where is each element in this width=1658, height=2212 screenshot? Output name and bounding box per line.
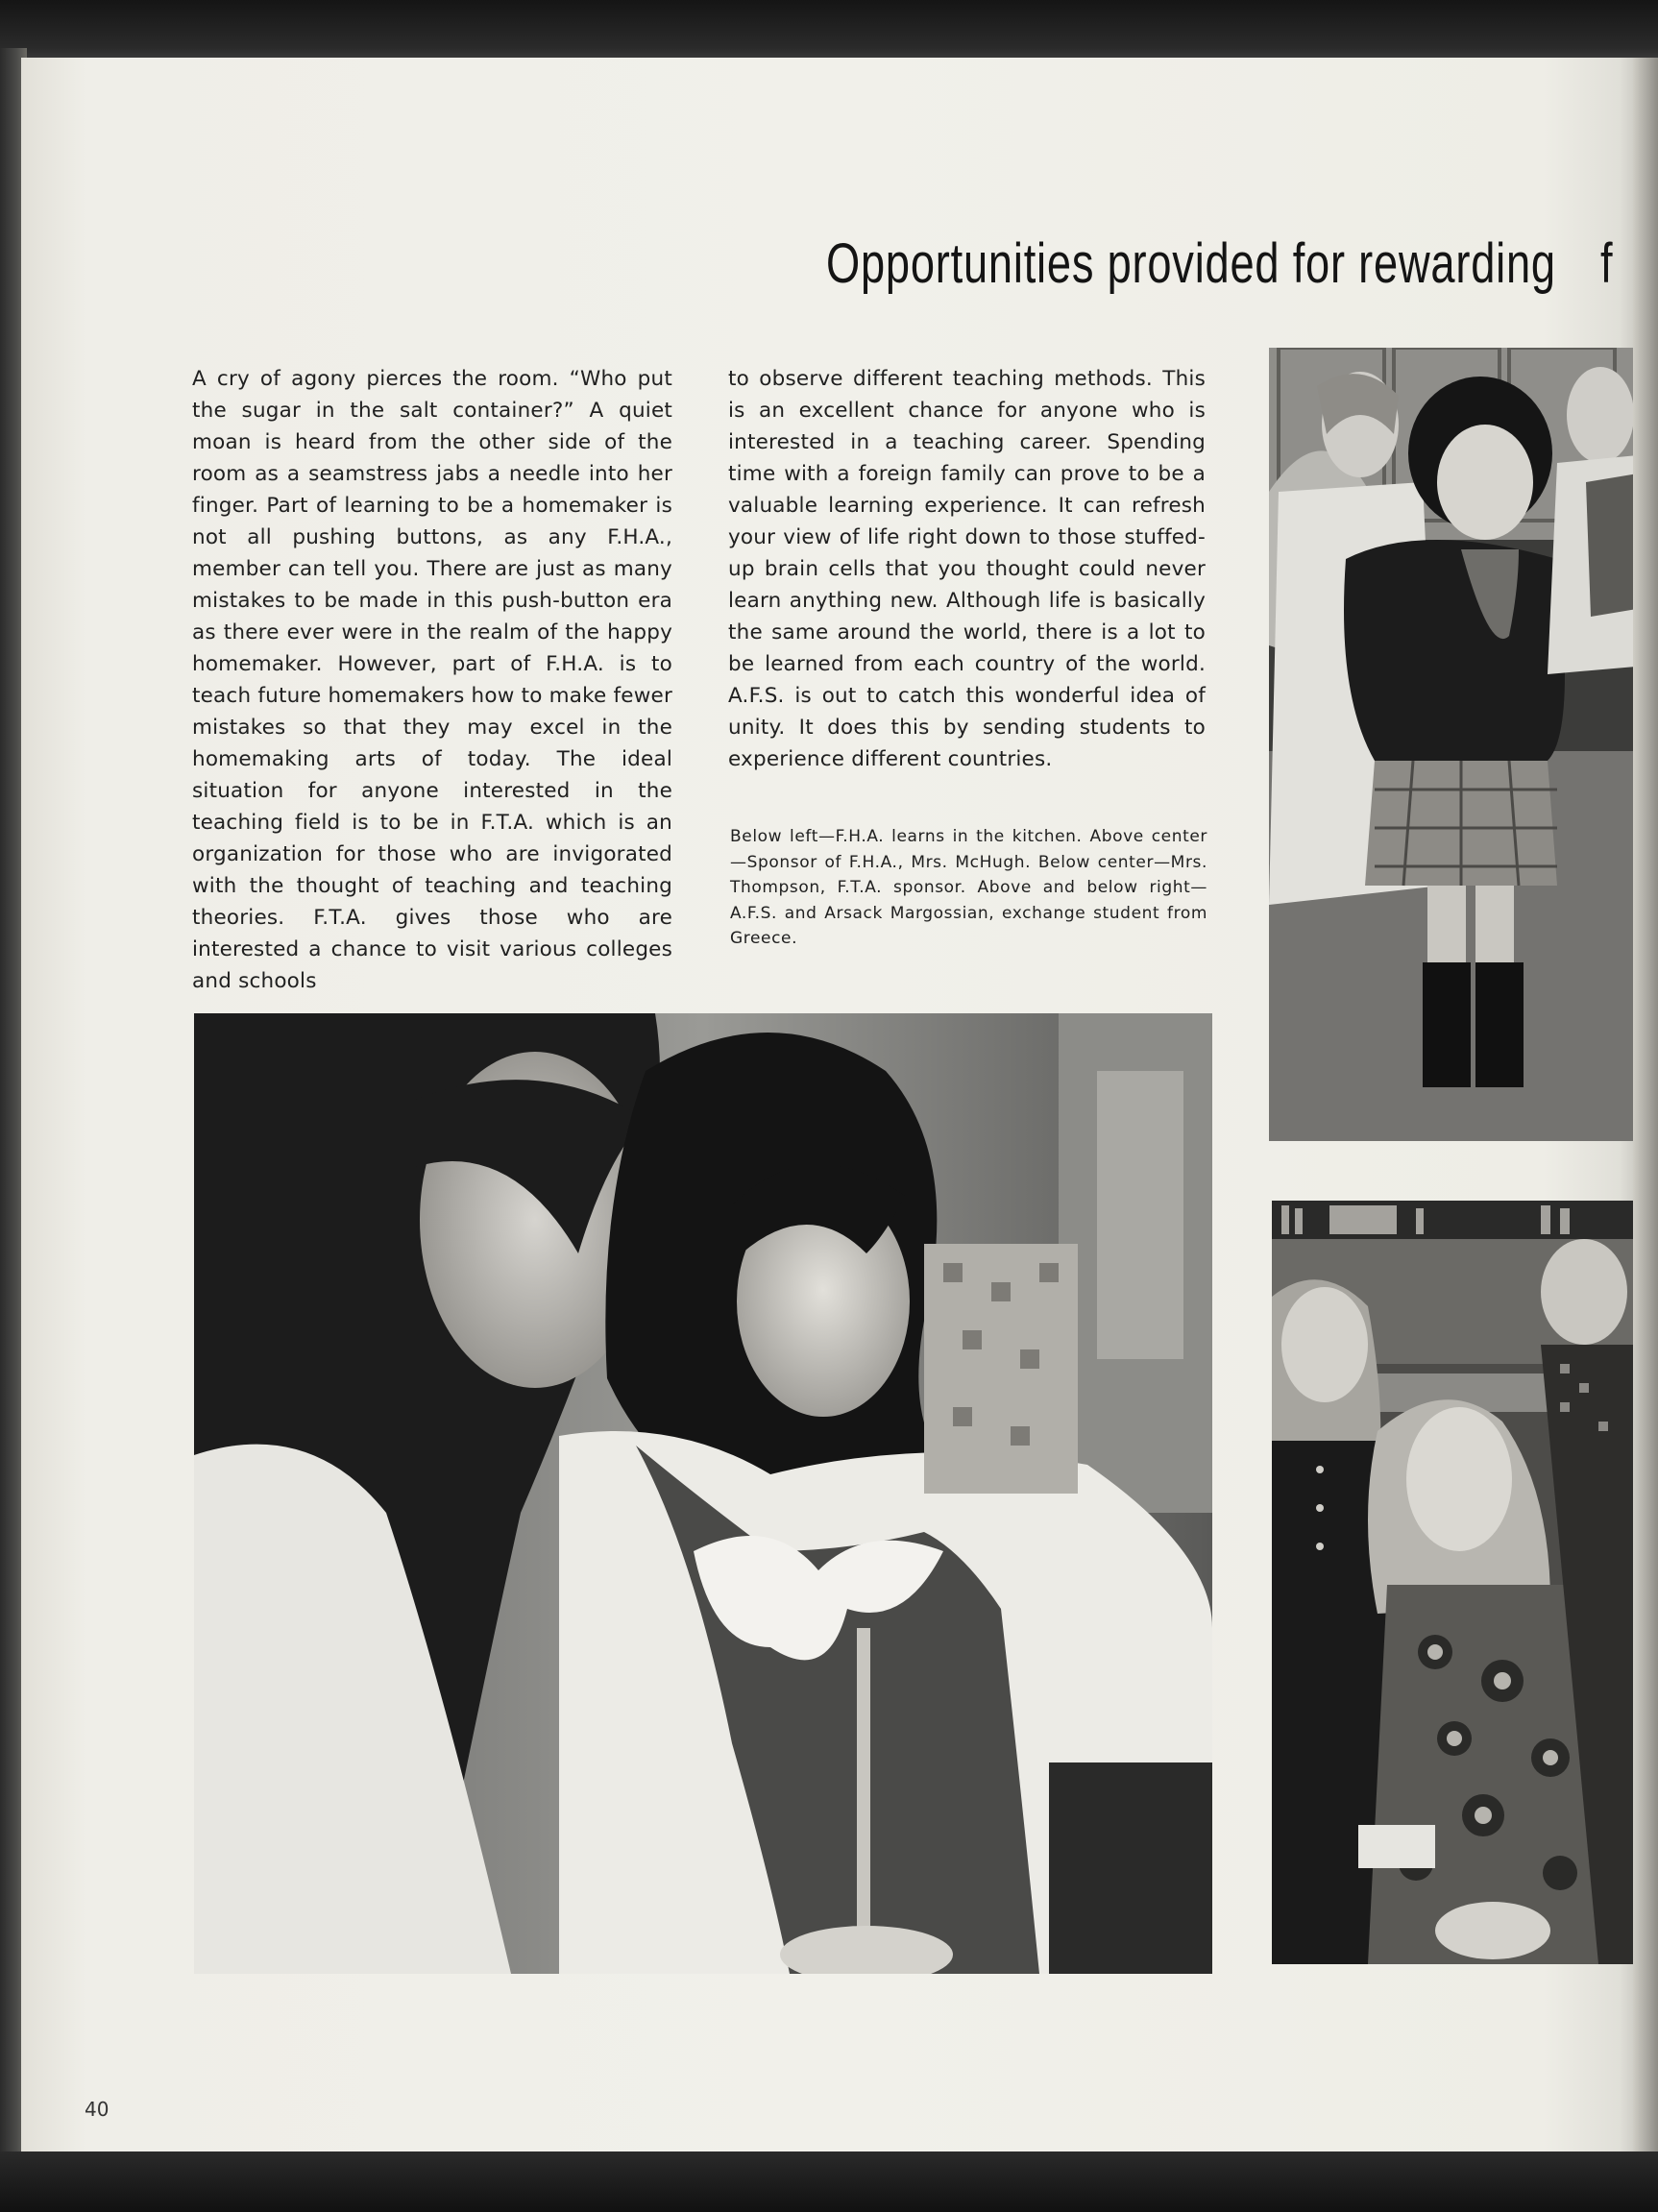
page-headline: Opportunities provided for rewarding (826, 232, 1556, 295)
fha-sponsor-photo (1269, 348, 1658, 1141)
body-column-right: to observe different teaching methods. This is an excellent chance for anyone who is interested in a teaching career. Spending time with a foreign family can prove to be a valuable learning experience. It can refresh your view of life right down to those stuffed-up brain cells that you thought could never learn anything new. Although life is basically the same around the world, there is a lot to be learned from each country of the world. A.F.S. is out to catch this wonderful idea of unity. It does this by sending students to experience different countries. (728, 367, 1206, 771)
scan-border-bottom (0, 2151, 1658, 2212)
fha-kitchen-photo (194, 1013, 1212, 1974)
page-number: 40 (85, 2098, 110, 2121)
scan-border-top (0, 0, 1658, 60)
headline-continuation: f (1600, 232, 1613, 295)
photo-caption: Below left—F.H.A. learns in the kitchen. Above center—Sponsor of F.H.A., Mrs. McHugh. Below center—Mrs. Thompson, F.T.A. sponsor. Above and below right—A.F.S. and Arsack Margossian, exchange student from Greece. (730, 827, 1207, 948)
body-column-left: A cry of agony pierces the room. “Who put the sugar in the salt container?” A quiet moan is heard from the other side of the room as a seamstress jabs a needle into her finger. Part of learning to be a homemaker is not all pushing buttons, as any F.H.A., member can tell you. There are just as many mistakes to be made in this push-button era as there ever were in the realm of the happy homemaker. However, part of F.H.A. is to teach future homemakers how to make fewer mistakes so that they may excel in the homemaking arts of today. The ideal situation for anyone interested in the teaching field is to be in F.T.A. which is an organization for those who are invigorated with the thought of teaching and teaching theories. F.T.A. gives those who are interested a chance to visit various colleges and schools (192, 367, 672, 993)
afs-exchange-photo (1272, 1201, 1658, 1964)
page-fold-edge (1633, 58, 1658, 2154)
